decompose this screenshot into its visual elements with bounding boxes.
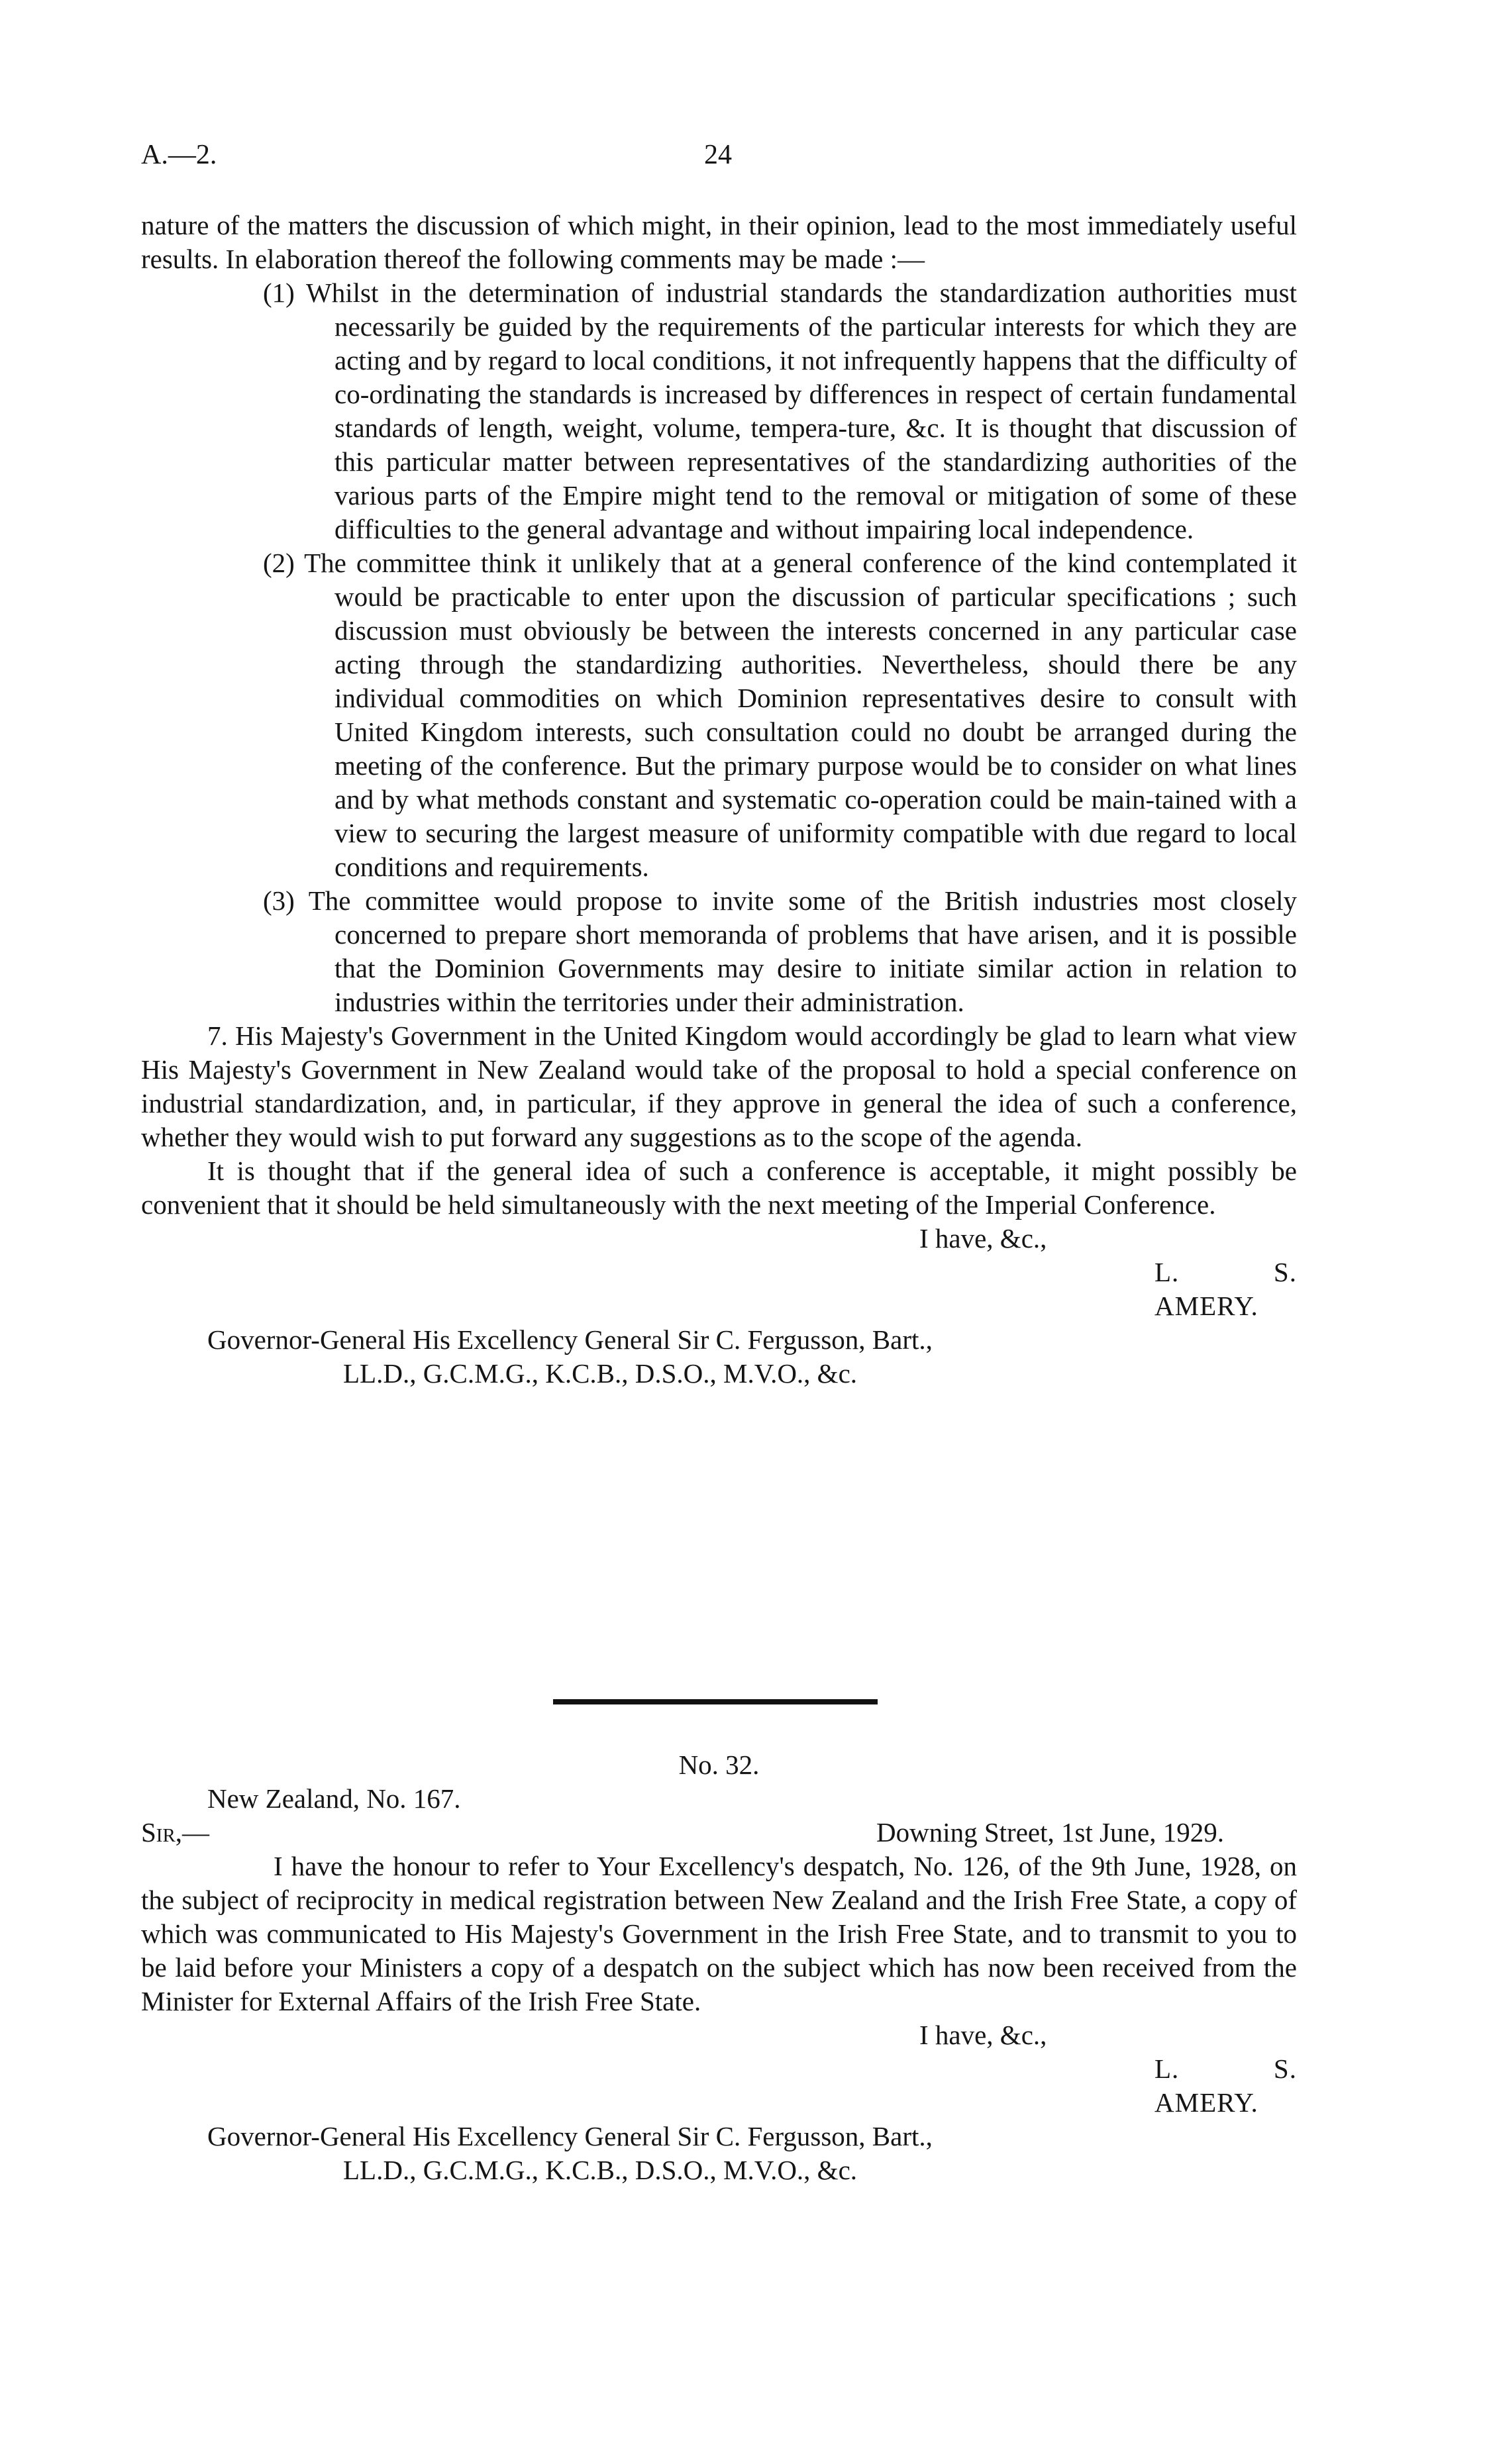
numbered-item-3 (141, 884, 1297, 1019)
despatch-body: I have the honour to refer to Your Excellency's despatch, No. 126, of the 9th June, 1928, on the subject of reciprocity in medical registration between New Zealand and the Irish Free State, a copy of which was communicated to His Majesty's Government in the Irish Free State, and to transmit to you to be laid before your Ministers a copy of a despatch on the subject which has now been received from the Minister for External Affairs of the Irish Free State. (141, 1851, 1297, 2016)
salutation: Sir,— (141, 1817, 210, 1848)
paragraph-8: It is thought that if the general idea of such a conference is acceptable, it might possibly be convenient that it should be held simultaneously with the next meeting of the Imperial Conference. (141, 1156, 1297, 1220)
despatch-title: No. 32. (678, 1749, 760, 1780)
document-reference: A.—2. (141, 140, 217, 170)
addressee-line-2: LL.D., G.C.M.G., K.C.B., D.S.O., M.V.O., &c. (343, 1358, 858, 1389)
numbered-item-1 (141, 276, 1297, 546)
item-number: (2) (263, 548, 295, 578)
closing-line: I have, &c., (919, 2020, 1047, 2050)
intro-paragraph: nature of the matters the discussion of which might, in their opinion, lead to the most immediately useful results. In elaboration thereof the following comments may be made :— (141, 210, 1297, 274)
item-number: (3) (263, 885, 295, 916)
salutation-row (141, 1816, 1297, 1849)
item-text: The committee would propose to invite some of the British industries most closely concerned to prepare short memoranda of problems that have arisen, and it is possible that the Dominion Governments may desire to initiate similar action in relation to industries within the territories under their administration. (308, 885, 1297, 1017)
signature: L. S. AMERY. (1154, 2053, 1297, 2118)
despatch-continuation (141, 209, 1297, 1391)
item-text: Whilst in the determination of industrial standards the standardization authorities must necessarily be guided by the requirements of the particular interests for which they are acting and by regard to local conditions, it not infrequently happens that the difficulty of co-ordinating the standards is increased by differences in respect of certain fundamental standards of length, weight, volume, tempera-ture, &c. It is thought that discussion of this particular matter between representatives of the standardizing authorities of the various parts of the Empire might tend to the removal or mitigation of some of these difficulties to the general advantage and without impairing local independence. (306, 277, 1297, 544)
addressee-line-1: Governor-General His Excellency General Sir C. Fergusson, Bart., (207, 1324, 933, 1355)
paragraph-7: 7. His Majesty's Government in the United Kingdom would accordingly be glad to learn what view His Majesty's Government in New Zealand would take of the proposal to hold a special conference on industrial standardization, and, in particular, if they approve in general the idea of such a conference, whether they would wish to put forward any suggestions as to the scope of the agenda. (141, 1020, 1297, 1152)
despatch-reference: New Zealand, No. 167. (207, 1783, 461, 1814)
addressee-line-1: Governor-General His Excellency General Sir C. Fergusson, Bart., (207, 2121, 933, 2151)
location-date: Downing Street, 1st June, 1929. (876, 1817, 1224, 1848)
item-number: (1) (263, 277, 295, 308)
section-divider (553, 1699, 878, 1704)
closing-line: I have, &c., (919, 1223, 1047, 1254)
signature: L. S. AMERY. (1154, 1257, 1297, 1321)
numbered-item-2 (141, 546, 1297, 884)
despatch-no-32 (141, 1748, 1297, 2187)
page-number: 24 (704, 140, 732, 170)
item-text: The committee think it unlikely that at a general conference of the kind contemplated it would be practicable to enter upon the discussion of particular specifications ; such discussion must obviously be between the interests concerned in any particular case acting through the standardizing authorities. Nevertheless, should there be any individual commodities on which Dominion representatives desire to consult with United Kingdom interests, such consultation could no doubt be arranged during the meeting of the conference. But the primary purpose would be to consider on what lines and by what methods constant and systematic co-operation could be main-tained with a view to securing the largest measure of uniformity compatible with due regard to local conditions and requirements. (304, 548, 1297, 882)
addressee-line-2: LL.D., G.C.M.G., K.C.B., D.S.O., M.V.O., &c. (343, 2155, 858, 2185)
